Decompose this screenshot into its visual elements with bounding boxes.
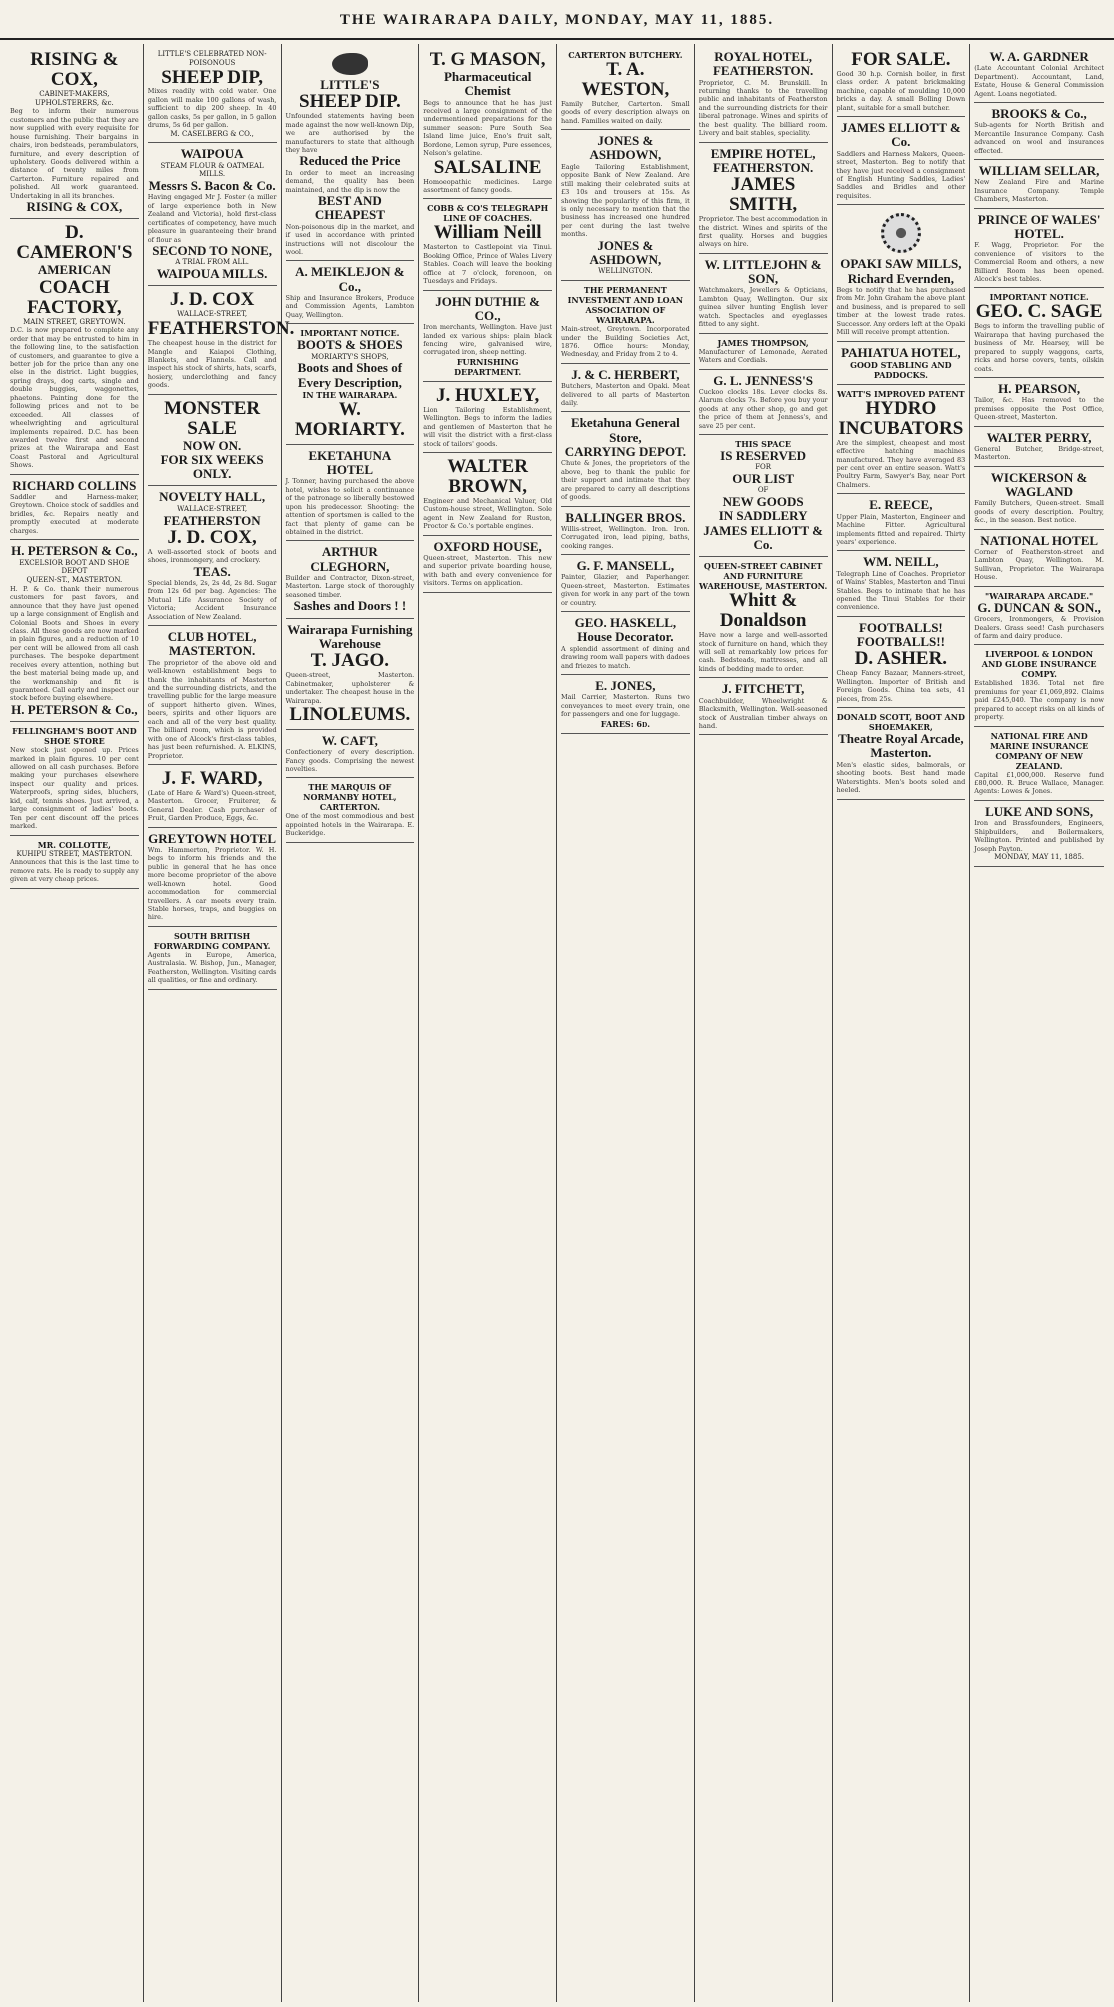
ad-town: WELLINGTON. [598, 267, 653, 276]
ad-body: A well-assorted stock of boots and shoes, ironmongery, and crockery. [147, 547, 277, 565]
ad-title: OXFORD HOUSE, [433, 538, 542, 554]
ad-address: WALLACE-STREET, [177, 504, 248, 513]
ad-title: JONES & ASHDOWN, [589, 133, 662, 163]
ad-title: ARTHUR CLEGHORN, [310, 544, 390, 574]
ad-incubators [837, 385, 966, 495]
ad-title: GREYTOWN HOTEL [148, 830, 277, 846]
ad-title: JOHN DUTHIE & CO., [435, 293, 540, 323]
ad-body: Wm. Hammerton, Proprietor. W. H. begs to inform his friends and the public in general that he has once more become proprietor of the above well-known hotel. Good accommodation for commercial travellers. A car meets every train. Stable horses, traps, and buggies on hire. [147, 845, 277, 922]
ad-title: Wairarapa Furnishing Warehouse [287, 621, 413, 651]
ad-body: The proprietor of the above old and well-known establishment begs to thank the inhabitants of Masterton and the surrounding districts, and the travelling public for the large measure of support hitherto given. Wines, beers, spirits and other liquors are each and all of the very best quality. The billiard room, which is provided with one of Alcock's first-class tables, has just been refurnished. A. ELKINS, Proprietor. [147, 658, 277, 760]
ad-cameron-coach [10, 219, 139, 474]
ad-permanent-investment [561, 281, 690, 364]
ad-body: New stock just opened up. Prices marked in plain figures. 10 per cent allowed on all cash purchases. Before making your purchases elsewhere inspect our quality and prices. Waterproofs, spring sides, bluchers, kid, calf, tennis shoes. Just arrived, a large consignment of ladies' boots. Ten per cent discount off the prices marked. [10, 746, 139, 831]
ad-reserved-space [699, 435, 828, 557]
ad-body: D.C. is now prepared to complete any order that may be entrusted to him in the following line, to the satisfaction of customers, and guarantee to give a better job for the price than any one else in the district. Light buggies, spring drays, dog carts, single and double buggies, waggonettes, phaetons. Painting done for the following prices and not to be exceeded. All classes of wheelwrighting and agricultural implements repaired. D.C. has been awarded twelve first and second prizes at the Wairarapa and East Coast Pastoral and Agricultural Shows. [10, 326, 139, 470]
ad-fitchett [699, 678, 828, 735]
ad-line-4: OUR LIST [732, 471, 795, 487]
ad-collotte [10, 836, 139, 889]
ad-slogan: SECOND TO NONE, [152, 243, 273, 259]
ad-sellar [974, 160, 1104, 209]
ad-title: J. FITCHETT, [721, 681, 805, 697]
ad-name: Richard Evernden, [847, 270, 954, 286]
ad-tg-mason [423, 46, 552, 199]
ad-title: WICKERSON & WAGLAND [990, 469, 1088, 500]
ad-body: Announces that this is the last time to remove rats. He is ready to supply any given at very cheap prices. [10, 858, 139, 884]
ad-body: J. Tonner, having purchased the above hotel, wishes to solicit a continuance of the patronage so liberally bestowed upon his predecessor. Shooting: the attention of sportsmen is called to the fact that plenty of game can be obtained in the district. [285, 477, 415, 537]
ad-title: THE PERMANENT INVESTMENT AND LOAN ASSOCIATION OF WAIRARAPA. [567, 285, 684, 326]
ad-body: Confectionery of every description. Fancy goods. Comprising the newest novelties. [285, 748, 415, 774]
ad-novelty-hall [148, 486, 277, 626]
ad-normanby-hotel [286, 778, 415, 842]
ad-line-3: FOR [755, 463, 772, 472]
ad-title: SHEEP DIP, [161, 66, 263, 88]
ad-subtitle: Pharmaceutical Chemist [443, 68, 532, 99]
ad-line-1: THIS SPACE [735, 439, 791, 450]
ad-liverpool-london [974, 645, 1104, 726]
ad-cleghorn [286, 541, 415, 618]
ad-title: NATIONAL FIRE AND MARINE INSURANCE COMPANY OF NEW ZEALAND. [990, 730, 1089, 771]
ad-address: KUHIPU STREET, MASTERTON. [16, 849, 133, 858]
ad-subtitle: MORIARTY'S SHOPS, [311, 352, 389, 361]
ad-title-3: COACH FACTORY, [27, 276, 122, 318]
ad-body: Proprietor, C. M. Brunskill. In returning thanks to the travelling public and inhabitants of Featherston and the surrounding districts for their liberal patronage. Wines and spirits of the best quality. The billiard room. Livery and bait stables, speciality. [698, 78, 828, 138]
ad-title: H. PETERSON & Co., [11, 543, 138, 559]
ad-title: FOR SALE. [851, 49, 951, 70]
ad-title-2: SHEEP DIP. [299, 91, 401, 113]
ad-headline: Sashes and Doors ! ! [293, 598, 407, 614]
ad-body: Begs to notify that he has purchased from Mr. John Graham the above plant and business, and is prepared to sell timber at the lowest trade rates. Successor. Any orders left at the Opaki Mill will receive prompt attention. [836, 285, 966, 337]
ad-body: Telegraph Line of Coaches. Proprietor of Wains' Stables, Masterton and Tinui Stables. Begs to intimate that he has opened the Tinui Stables for their convenience. [836, 569, 966, 612]
ad-body-2: Special blends, 2s, 2s 4d, 2s 8d. Sugar from 12s 6d per bag. Agencies: The Mutual Life Assurance Society of Victoria; Accident Insurance Association of New Zealand. [147, 578, 277, 621]
ad-title: E. JONES, [595, 678, 656, 694]
ad-title: SOUTH BRITISH FORWARDING COMPANY. [153, 930, 271, 951]
ad-littlejohn [699, 254, 828, 334]
ad-subtitle: GOOD STABLING AND PADDOCKS. [850, 359, 952, 380]
ad-theatre-royal [837, 708, 966, 799]
ad-line-7: IN SADDLERY [718, 508, 808, 524]
ad-title-2: JONES & ASHDOWN, [589, 237, 662, 268]
ad-subtitle: DONALD SCOTT, BOOT AND SHOEMAKER, [836, 712, 965, 733]
ad-body: A splendid assortment of dining and drawing room wall papers with dadoes and friezes to match. [561, 644, 690, 670]
ad-waipoua-mills [148, 143, 277, 286]
ad-body: The cheapest house in the district for Mangle and Kaiapoi Clothing, Blankets, and Flannels. Call and inspect his stock of shirts, hats, scarfs, hosiery, underclothing and fancy goods. [147, 339, 277, 390]
ad-moriarty [286, 324, 415, 445]
newspaper-columns [6, 44, 1108, 2002]
ad-region: IN THE WAIRARAPA. [302, 389, 398, 400]
ad-title: BROOKS & Co., [991, 106, 1087, 122]
ad-address: WALLACE-STREET, [177, 310, 248, 319]
ad-subtitle: QUEEN-STREET CABINET AND FURNITURE WAREHOUSE, MASTERTON. [698, 561, 828, 592]
ad-walter-perry [974, 427, 1104, 467]
ad-title: BALLINGER BROS. [565, 509, 686, 525]
ad-title: W. LITTLEJOHN & SON, [704, 256, 822, 287]
ad-body: Have now a large and well-assorted stock of furniture on hand, which they will sell at remarkably low prices for cash. Bedsteads, mattresses, and all kinds of bedding made to order. [698, 631, 828, 673]
ad-subtitle: House Decorator. [577, 629, 674, 645]
ad-huxley [423, 382, 552, 453]
ad-name: JAMES SMITH, [729, 174, 798, 216]
ad-title: G. F. MANSELL, [576, 558, 675, 574]
column-5 [557, 44, 695, 2002]
ad-headline: Reduced the Price [299, 153, 401, 169]
ad-headline: BOOTS & SHOES [297, 337, 403, 353]
ad-slogan-2: A TRIAL FROM ALL. [175, 258, 249, 267]
ad-title: W. A. GARDNER [989, 49, 1089, 64]
ad-headline-2: BEST AND CHEAPEST [314, 193, 385, 223]
ad-body: Having engaged Mr J. Foster (a miller of large experience both in New Zealand and Victoria), hold first-class certificates of competency, have much pleasure in guaranteeing their brand of flour as [147, 193, 277, 244]
ad-eketahuna-store [561, 412, 690, 506]
ad-line-2: IS RESERVED [720, 448, 807, 464]
ad-empire-hotel [699, 143, 828, 254]
ad-title: LITTLE'S [320, 77, 380, 92]
ad-monster-sale [148, 395, 277, 487]
ad-body: Begs to inform the travelling public of Wairarapa that having purchased the business of Mr. Hearsey, will be prepared to supply waggons, carts, ricks and horse covers, tents, oilskin coats. [974, 322, 1104, 373]
ad-prince-of-wales [974, 209, 1104, 289]
ad-body: Saddlers and Harness Makers, Queen-street, Masterton. Beg to notify that they have just received a consignment of English Hunting Saddles, Ladies' Saddles and Bridles and other requisites. [836, 149, 966, 200]
ad-title: EMPIRE HOTEL, FEATHERSTON. [710, 145, 816, 175]
ad-caft [286, 730, 415, 779]
ad-body: Proprietor. The best accommodation in the district. Wines and spirits of the first quality. Horses and buggies always on hire. [698, 215, 828, 249]
ad-title: EKETAHUNA HOTEL [308, 447, 392, 478]
column-4 [419, 44, 557, 2002]
ad-body: Tailor, &c. Has removed to the premises opposite the Post Office, Queen-street, Masterton. [974, 396, 1104, 422]
ad-whitt-donaldson [699, 557, 828, 678]
ad-title: PRINCE OF WALES' HOTEL. [977, 211, 1101, 241]
ad-title: RISING & COX, [30, 49, 119, 90]
ad-title: LUKE AND SONS, [985, 803, 1094, 819]
ad-title: CLUB HOTEL, MASTERTON. [167, 629, 257, 659]
column-7 [833, 44, 971, 2002]
ad-body: F. Wagg, Proprietor. For the convenience of visitors to the Commercial Room and others, a new Billiard Room has been opened. Alcock's best tables. [974, 241, 1104, 284]
ad-jd-cox-1 [147, 286, 295, 394]
ad-body: Mail Carrier, Masterton. Runs two conveyances to meet every train, one for passengers and one for luggage. [561, 693, 690, 719]
ad-line-8: JAMES ELLIOTT & Co. [703, 522, 823, 552]
ad-title: GEO. C. SAGE [975, 301, 1103, 323]
ad-body: Corner of Featherston-street and Lambton Quay, Wellington. M. Sullivan, Proprietor. The Wairarapa House. [974, 548, 1104, 582]
ad-body: Upper Plain, Masterton, Engineer and Machine Fitter. Agricultural implements fitted and repaired. Thirty years' experience. [836, 512, 966, 546]
ad-south-british [148, 927, 277, 990]
ad-footballs [837, 617, 966, 708]
ad-body: Capital £1,000,000. Reserve fund £80,000. R. Bruce Wallace, Manager. Agents: Lowes & Jones. [974, 770, 1104, 796]
saw-blade-icon [881, 213, 921, 253]
ad-peterson [10, 540, 139, 722]
ad-title: IMPORTANT NOTICE. [300, 328, 400, 339]
ad-body: Are the simplest, cheapest and most effective hatching machines manufactured. They have averaged 83 per cent over an entire season. Watt's Poultry Farm, Sawyer's Bay, near Port Chalmers. [836, 438, 966, 489]
ad-body: Sub-agents for North British and Mercantile Insurance Company. Cash advanced on wool and insurances effected. [974, 121, 1104, 155]
ad-title-2: AMERICAN [37, 262, 111, 278]
ad-littles-sheep-dip [286, 46, 415, 261]
ad-footer: WAIPOUA MILLS. [156, 266, 268, 282]
ad-subtitle: LITTLE'S CELEBRATED NON-POISONOUS [157, 50, 267, 67]
ad-e-jones [561, 675, 690, 734]
ad-body: Cuckoo clocks 18s. Lever clocks 8s. Alarum clocks 7s. Before you buy your goods at any other shop, go and get the price of them at Jenness's, and save 25 per cent. [698, 387, 828, 430]
ad-brooks [974, 103, 1104, 160]
ad-body: One of the most commodious and best appointed hotels in the Wairarapa. E. Buckeridge. [285, 812, 415, 838]
ad-national-fire [974, 727, 1104, 801]
ad-body: Coachbuilder, Wheelwright & Blacksmith, Wellington. Well-seasoned stock of Australian timber always on hand. [698, 696, 828, 730]
column-2 [144, 44, 295, 2002]
ad-body: Family Butcher, Carterton. Small goods of every description always on hand. Families waited on daily. [561, 99, 690, 125]
ad-title: WALTER PERRY, [986, 429, 1092, 445]
ad-town: Masterton. [870, 745, 932, 761]
ad-title: FOOTBALLS! FOOTBALLS!! [856, 619, 945, 650]
ad-title: LIVERPOOL & LONDON AND GLOBE INSURANCE COMPY. [981, 649, 1097, 680]
ad-greytown-hotel [148, 828, 277, 927]
ad-james-elliott [837, 117, 966, 205]
ad-jago [286, 619, 415, 730]
column-8 [970, 44, 1108, 2002]
ad-meiklejon [286, 261, 415, 324]
ad-title: ROYAL HOTEL, FEATHERSTON. [712, 49, 814, 79]
ad-reece [837, 494, 966, 551]
ad-title: OPAKI SAW MILLS, [840, 256, 962, 272]
ad-title: THE MARQUIS OF NORMANBY HOTEL, CARTERTON. [303, 782, 397, 813]
ad-wm-neill [837, 551, 966, 616]
ad-title: JAMES ELLIOTT & Co. [841, 120, 961, 150]
ad-body: Good 30 h.p. Cornish boiler, in first class order. A patent brickmaking machine, capable of moulding 10,000 bricks a day. A small Bolling Down plant, suitable for a small butcher. [836, 69, 966, 112]
ad-subtitle: CABINET-MAKERS, UPHOLSTERERS, &c. [35, 89, 114, 107]
ad-opaki-saw-mills [837, 205, 966, 341]
ad-title: J. F. WARD, [161, 767, 263, 789]
ad-town: FEATHERSTON [163, 512, 261, 528]
ad-title-2: RISING & COX, [26, 199, 123, 215]
ad-body: H. P. & Co. thank their numerous customers for past favors, and announce that they have just opened up a large consignment of English and Colonial Boots and Shoes in every class. All these goods are now marked in plain figures, and a reduction of 10 per cent will be allowed from all cash purchases. The bespoke department receives every attention, nothing but the best material being made up, and the workmanship and fit is guaranteed. Call early and inspect our stock before buying elsewhere. [10, 584, 139, 703]
ad-gardner [974, 46, 1104, 103]
ad-name: T. A. WESTON, [581, 59, 670, 100]
ad-body: General Butcher, Bridge-street, Masterton. [974, 444, 1104, 462]
ad-title: COBB & CO'S TELEGRAPH LINE OF COACHES. [427, 203, 549, 224]
ad-cobb-co [423, 199, 552, 290]
ad-title: Theatre Royal Arcade, [838, 731, 964, 747]
ad-body: Butchers, Masterton and Opaki. Meat delivered to all parts of Masterton daily. [561, 382, 690, 407]
ad-title: WALTER BROWN, [447, 456, 528, 497]
ad-title: Eketahuna General Store, [571, 415, 680, 445]
ad-jenness [699, 370, 828, 435]
ad-title: "WAIRARAPA ARCADE." [985, 590, 1094, 601]
ad-headline-2: Boots and Shoes of Every Description, [297, 360, 403, 390]
ad-royal-hotel [699, 46, 828, 143]
ad-subtitle: NOW ON. [182, 437, 242, 453]
ad-title: RICHARD COLLINS [12, 477, 137, 493]
ad-oxford-house [423, 536, 552, 593]
ad-walter-brown [423, 453, 552, 536]
ad-title: J. & C. HERBERT, [571, 366, 680, 382]
ad-subtitle: STEAM FLOUR & OATMEAL MILLS. [160, 161, 264, 179]
ad-national-hotel [974, 530, 1104, 587]
ad-title: T. G MASON, [429, 49, 546, 70]
ad-title: MONSTER SALE [164, 397, 261, 439]
ad-body: Mixes readily with cold water. One gallon will make 100 gallons of wash, sufficient to dip 200 sheep. In 40 gallon casks, 5s per gallon, in 5 gallon drums, 5s 6d per gallon. [147, 87, 277, 130]
ad-duration: FOR SIX WEEKS ONLY. [160, 451, 264, 482]
ad-carterton-butchery [561, 46, 690, 130]
ad-title: WAIPOUA [180, 146, 244, 162]
ad-body: Begs to announce that he has just received a large consignment of the undermentioned preparations for the summer season: Pure South Sea Island lime juice, Eno's fruit salt, Bordone, Lemon syrup, Pure essences, Nelson's gelatine. [423, 98, 552, 158]
ad-wickerson [974, 467, 1104, 530]
ad-subtitle: EXCELSIOR BOOT AND SHOE DEPOT [19, 558, 130, 576]
ad-title: NATIONAL HOTEL [980, 532, 1099, 548]
ad-body-2: In order to meet an increasing demand, the quality has been maintained, and the dip is now the [285, 168, 415, 194]
ad-mansell [561, 555, 690, 612]
ad-thompson [699, 334, 828, 370]
ad-body: Eagle Tailoring Establishment, opposite Bank of New Zealand. Are still making their celebrated suits at £3 10s and trousers at 15s. As showing the popularity of this firm, it is only necessary to mention that the business has increased one hundred per cent during the last twelve months. [561, 162, 690, 239]
ad-title-2: H. PETERSON & Co., [11, 701, 138, 717]
ad-body: Willis-street, Wellington. Iron. Iron. Corrugated iron, lead piping, baths, cooking ranges. [561, 524, 690, 550]
ad-title: J. HUXLEY, [435, 384, 540, 406]
ad-rising-cox [10, 46, 139, 219]
ad-body: Masterton to Castlepoint via Tinui. Booking Office, Prince of Wales Livery Stables. Coach will leave the booking office at 7 o'clock, forenoon, on Tuesdays and Fridays. [423, 243, 552, 286]
masthead [0, 0, 1114, 40]
ad-title: PAHIATUA HOTEL, [841, 344, 961, 360]
ad-body: Engineer and Mechanical Valuer, Old Custom-house street, Wellington. Sole agent in New Zealand for Ruston, Proctor & Co.'s portable engines. [423, 496, 552, 531]
ad-address: MAIN STREET, GREYTOWN. [23, 317, 126, 326]
ad-name: G. DUNCAN & SON., [977, 599, 1101, 615]
ad-body: Unfounded statements having been made against the now well-known Dip, we are authorised by the manufacturers to state that although they have [285, 112, 415, 154]
ad-body: Men's elastic sides, balmorals, or shooting boots. Best hand made Waterstights. Men's boots soled and heeled. [836, 760, 966, 795]
ad-herbert [561, 364, 690, 413]
ad-title: FELLINGHAM'S BOOT AND SHOE STORE [12, 726, 137, 747]
ad-title: D. CAMERON'S [16, 222, 133, 264]
ad-title: MR. COLLOTTE, [37, 839, 111, 850]
ad-body: Family Butchers, Queen-street. Small goods of every description. Poultry, &c., in the season. Best notice. [974, 499, 1104, 525]
ad-pahiatua-hotel [837, 342, 966, 385]
ad-john-duthie [423, 291, 552, 382]
ad-body: (Late Accountant Colonial Architect Department). Accountant, Land, Estate, House & General Commission Agent. Loans negotiated. [974, 64, 1104, 98]
ad-title: WILLIAM SELLAR, [978, 163, 1100, 179]
ad-address: QUEEN-ST., MASTERTON. [26, 576, 123, 584]
ad-body: Chute & Jones, the proprietors of the above, beg to thank the public for their support and intimate that they are prepared to carry all descriptions of goods. [561, 459, 690, 502]
ad-title: HYDRO INCUBATORS [838, 397, 964, 439]
ad-name: W. MORIARTY. [294, 398, 405, 440]
ad-body: Agents in Europe, America, Australasia. W. Bishop, Jun., Manager, Featherston, Wellington. Visiting cards all qualities, or fine and ordinary. [147, 950, 277, 985]
ad-geo-sage [974, 288, 1104, 378]
ad-haskell [561, 612, 690, 675]
ad-body: Iron and Brassfounders, Engineers, Shipbuilders, and Boilermakers, Wellington. Printed and published by Joseph Payton. [974, 819, 1104, 853]
ad-body: New Zealand Fire and Marine Insurance Company. Temple Chambers, Masterton. [974, 178, 1104, 204]
ad-body: Painter, Glazier, and Paperhanger. Queen-street, Masterton. Estimates given for work in any part of the town or country. [561, 573, 690, 607]
ad-pearson [974, 378, 1104, 427]
column-1 [6, 44, 144, 2002]
ad-agent: M. CASELBERG & CO., [170, 129, 254, 138]
ad-title: W. CAFT, [321, 732, 378, 748]
ad-fellingham [10, 722, 139, 835]
ad-title: G. L. JENNESS'S [713, 372, 813, 388]
ad-section: FURNISHING DEPARTMENT. [454, 356, 522, 377]
ad-date: MONDAY, MAY 11, 1885. [994, 852, 1085, 861]
ad-body: Builder and Contractor, Dixon-street, Masterton. Large stock of thoroughly seasoned timber. [285, 574, 415, 599]
ad-town: FEATHERSTON. [147, 318, 295, 340]
ad-title: A. MEIKLEJON & Co., [295, 264, 405, 294]
ad-body: Established 1836. Total net fire premiums for year £1,069,892. Claims paid £245,040. The company is now prepared to accept risks on all kinds of property. [974, 679, 1104, 722]
ad-title: E. REECE, [869, 497, 933, 513]
ad-body: Queen-street, Masterton. This new and superior private boarding house, with bath and every convenience for visitors. Terms on application. [423, 553, 552, 588]
ad-body: Grocers, Ironmongers, & Provision Dealers. Grass seed! Cash purchasers of farm and dairy produce. [974, 615, 1104, 640]
ad-club-hotel [148, 626, 277, 765]
ad-body: Ship and Insurance Brokers, Produce and Commission Agents, Lambton Quay, Wellington. [285, 293, 415, 319]
ad-title: WM. NEILL, [863, 554, 939, 570]
ad-title: H. PEARSON, [998, 381, 1081, 397]
ad-body: (Late of Hare & Ward's) Queen-street, Masterton. Grocer, Fruiterer, & General Dealer. Cash purchaser of Fruit, Garden Produce, Eggs, &c. [147, 788, 277, 823]
ad-line-6: NEW GOODS [722, 494, 804, 510]
ad-title: GEO. HASKELL, [574, 615, 677, 631]
ad-name: T. JAGO. [310, 650, 390, 672]
ad-subtitle: WATT'S IMPROVED PATENT [837, 388, 965, 399]
ad-fares: FARES: 6d. [600, 718, 650, 729]
ad-wairarapa-arcade [974, 587, 1104, 646]
ad-name: J. D. COX, [167, 526, 257, 548]
ad-jf-ward [148, 765, 277, 828]
ad-title: NOVELTY HALL, [159, 489, 266, 505]
ad-ballinger [561, 507, 690, 556]
ad-title: CARTERTON BUTCHERY. [568, 50, 683, 60]
ad-littles-dip [148, 46, 277, 143]
ad-subtitle: CARRYING DEPOT. [564, 444, 687, 460]
ad-body: Saddler and Harness-maker, Greytown. Choice stock of saddles and bridles, &c. Repairs neatly and promptly executed at moderate charges. [10, 493, 139, 535]
ad-body: Queen-street, Masterton. Cabinetmaker, upholsterer & undertaker. The cheapest house in the Wairarapa. [285, 671, 415, 705]
ad-body: Beg to inform their numerous customers and the public that they are now supplied with every requisite for house furnishing. Their bargains in chairs, iron bedsteads, perambulators, furniture, and every description of upholstery. Goods delivered within a distance of twenty miles from Carterton. Furniture repaired and polished. All work guaranteed. Undertaking in all its branches. [10, 107, 139, 200]
ad-body: Iron merchants, Wellington. Have just landed ex various ships: plain black fencing wire, galvanised wire, corrugated iron, sheep netting. [423, 323, 552, 357]
ad-title: J. D. COX [169, 289, 255, 311]
masthead-title: THE WAIRARAPA DAILY, MONDAY, MAY 11, 1885. [339, 12, 775, 28]
ad-body: Cheap Fancy Bazaar, Manners-street, Wellington. Importer of British and Foreign Goods. China tea sets, 41 pieces, from 25s. [836, 669, 966, 703]
ad-for-sale [837, 46, 966, 117]
ad-product: SALSALINE [433, 156, 542, 178]
column-6 [695, 44, 833, 2002]
ad-headline: LINOLEUMS. [289, 703, 411, 725]
ad-body: Lion Tailoring Establishment, Wellington. Begs to inform the ladies and gentlemen of Masterton that he will visit the district with a first-class stock of tailors' goods. [423, 405, 552, 448]
ad-jones-ashdown-1 [561, 130, 690, 281]
ad-body: Manufacturer of Lemonade, Aerated Waters and Cordials. [698, 347, 828, 365]
ad-title: Whitt & Donaldson [719, 590, 807, 632]
ad-title: JAMES THOMPSON, [717, 337, 809, 348]
ad-name: William Neill [433, 222, 542, 244]
ad-eketahuna-hotel [286, 445, 415, 542]
ad-name: D. ASHER. [854, 648, 948, 670]
ad-luke-sons [974, 801, 1104, 867]
ad-body: Watchmakers, Jewellers & Opticians, Lambton Quay, Wellington. Our six guinea silver hunting English lever watch. Spectacles and eyeglasses fitted to any sight. [698, 286, 828, 329]
ad-name: Messrs S. Bacon & Co. [148, 178, 276, 194]
ram-icon [332, 53, 368, 75]
ad-line-5: OF [757, 486, 769, 495]
column-3 [282, 44, 420, 2002]
ad-body-2: Homoeopathic medicines. Large assortment of fancy goods. [423, 177, 552, 194]
ad-subtitle: IMPORTANT NOTICE. [989, 292, 1089, 303]
ad-richard-collins [10, 475, 139, 540]
ad-body: Main-street, Greytown. Incorporated under the Building Societies Act, 1876. Office hours: Monday, Wednesday, and Friday from 2 to 4. [561, 325, 690, 359]
ad-body-3: Non-poisonous dip in the market, and if used in accordance with printed instructions will not discolour the wool. [285, 222, 415, 256]
ad-section: TEAS. [193, 563, 231, 579]
